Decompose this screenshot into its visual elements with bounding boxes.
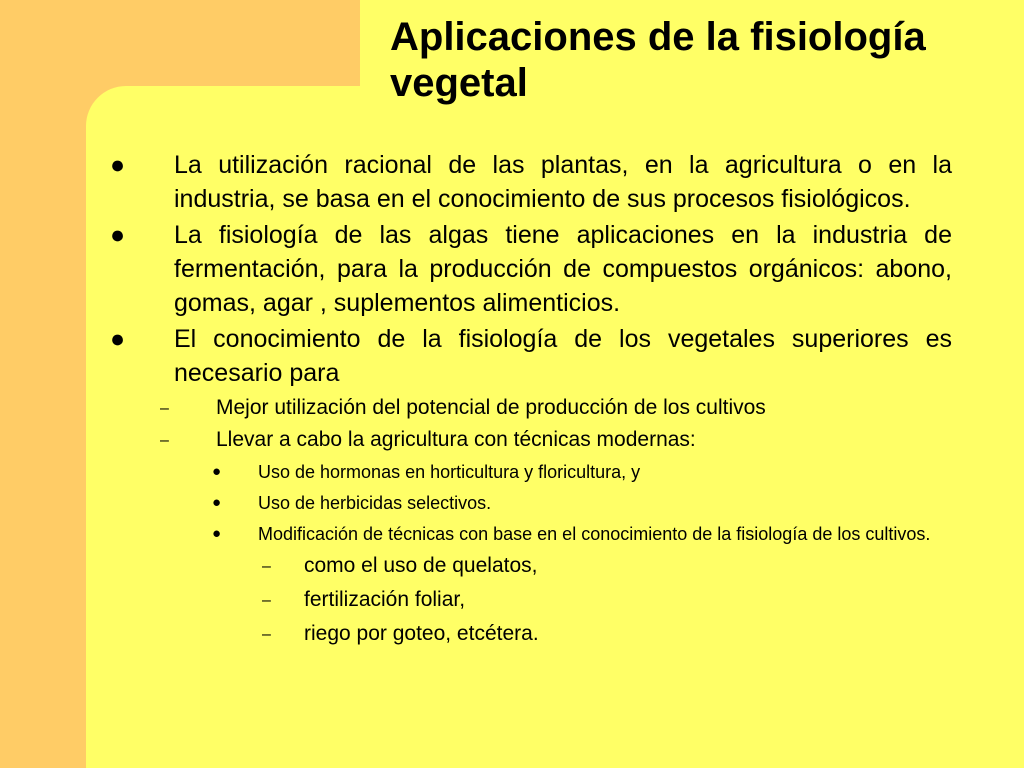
dash-icon: – bbox=[262, 626, 271, 643]
sub-item bbox=[100, 426, 952, 454]
slide-title: Aplicaciones de la fisiología vegetal bbox=[390, 15, 926, 105]
dash-icon: – bbox=[160, 400, 169, 417]
sub-item-text: Mejor utilización del potencial de producción de los cultivos bbox=[216, 396, 766, 419]
sub-item bbox=[100, 394, 952, 422]
slide-body bbox=[100, 148, 952, 649]
bullet-text: La utilización racional de las plantas, en la agricultura o en la industria, se basa en el conocimiento de sus procesos fisiológicos. bbox=[174, 151, 952, 213]
bullet-item bbox=[100, 148, 952, 216]
detail-item bbox=[100, 585, 952, 615]
detail-item-text: fertilización foliar, bbox=[304, 588, 466, 611]
bullet-text: El conocimiento de la fisiología de los vegetales superiores es necesario para bbox=[174, 325, 952, 387]
sub-item-text: Llevar a cabo la agricultura con técnicas modernas: bbox=[216, 428, 696, 451]
detail-item-text: riego por goteo, etcétera. bbox=[304, 622, 539, 645]
dash-icon: – bbox=[262, 592, 271, 609]
sub-sub-item bbox=[100, 521, 952, 547]
bullet-text: La fisiología de las algas tiene aplicaciones en la industria de fermentación, para la producción de compuestos orgánicos: abono, gomas, agar , suplementos alimenticios. bbox=[174, 221, 952, 317]
bullet-icon: ● bbox=[110, 221, 126, 249]
sub-sub-item-text: Uso de hormonas en horticultura y floricultura, y bbox=[258, 462, 641, 482]
bullet-icon: ● bbox=[110, 325, 126, 353]
detail-item-text: como el uso de quelatos, bbox=[304, 554, 538, 577]
detail-item bbox=[100, 619, 952, 649]
bullet-icon: ● bbox=[212, 525, 222, 542]
bullet-item bbox=[100, 218, 952, 320]
bullet-icon: ● bbox=[110, 151, 126, 179]
sub-sub-item-text: Modificación de técnicas con base en el conocimiento de la fisiología de los cultivos. bbox=[258, 524, 931, 544]
sub-sub-item bbox=[100, 490, 952, 516]
sub-sub-item-text: Uso de herbicidas selectivos. bbox=[258, 493, 492, 513]
sub-sub-item bbox=[100, 459, 952, 485]
dash-icon: – bbox=[160, 432, 169, 449]
accent-strip bbox=[0, 0, 86, 768]
bullet-icon: ● bbox=[212, 494, 222, 511]
bullet-item bbox=[100, 322, 952, 390]
dash-icon: – bbox=[262, 558, 271, 575]
detail-item bbox=[100, 551, 952, 581]
bullet-icon: ● bbox=[212, 463, 222, 480]
